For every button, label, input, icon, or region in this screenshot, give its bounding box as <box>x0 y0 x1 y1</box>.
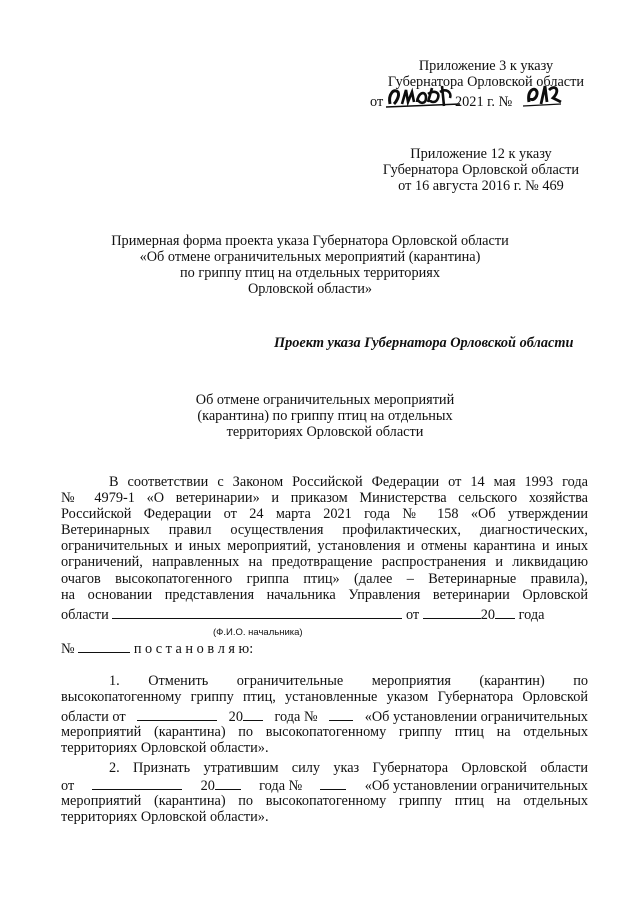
annex-1-line-2: Губернатора Орловской области <box>387 74 585 90</box>
preamble-line-9 <box>61 606 545 623</box>
preamble-region-word: области <box>61 607 109 623</box>
item-1-about: «Об установлении ограничительных <box>364 709 588 725</box>
preamble-line: Ветеринарных правил осуществления профилактических, диагностических, <box>61 522 588 539</box>
item-1-line: 1. Отменить ограничительные мероприятия (карантин) по <box>109 673 588 689</box>
form-title-line-4: Орловской области» <box>247 281 373 297</box>
handwritten-date-signature <box>384 80 466 110</box>
item-2-line-2 <box>61 777 588 794</box>
form-title <box>90 233 530 297</box>
preamble-line: ограничений, направленных на предотвращение распространения и ликвидацию <box>61 554 588 571</box>
decree-title <box>170 392 480 440</box>
item-2-year-prefix: 20 <box>200 778 215 794</box>
form-title-line-3: по гриппу птиц на отдельных территориях <box>180 265 440 281</box>
name-blank <box>112 606 402 619</box>
item-1-from: области от <box>61 709 126 725</box>
decree-title-line-1: Об отмене ограничительных мероприятий <box>195 392 455 408</box>
item-2-line: территориях Орловской области». <box>61 809 269 826</box>
item-1-line: мероприятий (карантина) по высокопатогенному гриппу птиц на отдельных <box>61 724 588 740</box>
annex-2 <box>366 146 596 194</box>
item-1-year-blank <box>243 708 263 721</box>
item-1-date-blank <box>137 708 217 721</box>
item-1-number-word: года № <box>274 709 318 725</box>
item-2-number-word: года № <box>259 778 303 794</box>
preamble-line: ограничительных и иных мероприятий, установления и отмены карантина и иных <box>61 538 588 555</box>
item-1-year-prefix: 20 <box>228 709 243 725</box>
annex-2-line-2: Губернатора Орловской области <box>382 162 580 178</box>
item-1-cont <box>61 724 588 756</box>
annex-2-line-3: от 16 августа 2016 г. № 469 <box>398 178 564 194</box>
decree-title-line-3: территориях Орловской области <box>226 424 424 440</box>
item-1-line-3 <box>61 708 588 725</box>
item-2-line: 2. Признать утратившим силу указ Губернатора Орловской области <box>109 760 588 776</box>
item-2-number-blank <box>320 777 346 790</box>
item-1-line: высокопатогенному гриппу птиц, установленные указом Губернатора Орловской <box>61 689 588 706</box>
preamble-line: № 4979-1 «О ветеринарии» и приказом Министерства сельского хозяйства <box>61 490 588 507</box>
item-2-from: от <box>61 778 75 794</box>
annex-1-date-suffix: 2021 г. № <box>455 94 513 110</box>
annex-1-line-1: Приложение 3 к указу <box>418 58 554 74</box>
handwritten-number-signature <box>523 82 563 108</box>
form-title-line-1: Примерная форма проекта указа Губернатора Орловской области <box>111 233 509 249</box>
preamble-line: В соответствии с Законом Российской Федерации от 14 мая 1993 года <box>109 474 588 490</box>
form-title-line-2: «Об отмене ограничительных мероприятий (карантина) <box>139 249 481 265</box>
date-blank <box>423 606 481 619</box>
item-2-year-blank <box>215 777 241 790</box>
preamble <box>61 474 588 603</box>
preamble-from: от <box>405 607 420 623</box>
item-2-date-blank <box>92 777 182 790</box>
year-blank <box>495 606 515 619</box>
preamble-year-word: года <box>518 607 545 623</box>
preamble-line: Российской Федерации от 24 марта 2021 года № 158 «Об утверждении <box>61 506 588 523</box>
annex-1-date-prefix: от <box>370 94 384 110</box>
item-1-number-blank <box>329 708 353 721</box>
decree-title-line-2: (карантина) по гриппу птиц на отдельных <box>197 408 453 424</box>
number-blank <box>78 640 130 653</box>
item-1-line: территориях Орловской области». <box>61 740 269 757</box>
preamble-year-prefix: 20 <box>480 607 496 623</box>
decree-word: п о с т а н о в л я ю: <box>133 641 254 657</box>
item-2 <box>61 760 588 776</box>
item-1 <box>61 673 588 705</box>
fio-caption: (Ф.И.О. начальника) <box>213 627 303 638</box>
annex-2-line-1: Приложение 12 к указу <box>410 146 552 162</box>
draft-label: Проект указа Губернатора Орловской области <box>274 335 574 351</box>
preamble-line: на основании представления начальника Управления ветеринарии Орловской <box>61 586 588 603</box>
number-sign: № <box>61 641 75 657</box>
decree-line <box>61 640 253 657</box>
item-2-about: «Об установлении ограничительных <box>364 778 588 794</box>
item-2-line: мероприятий (карантина) по высокопатогенному гриппу птиц на отдельных <box>61 793 588 809</box>
preamble-line: очагов высокопатогенного гриппа птиц» (далее – Ветеринарные правила), <box>61 570 588 587</box>
annex-1-line-3 <box>370 94 383 110</box>
item-2-cont <box>61 793 588 825</box>
